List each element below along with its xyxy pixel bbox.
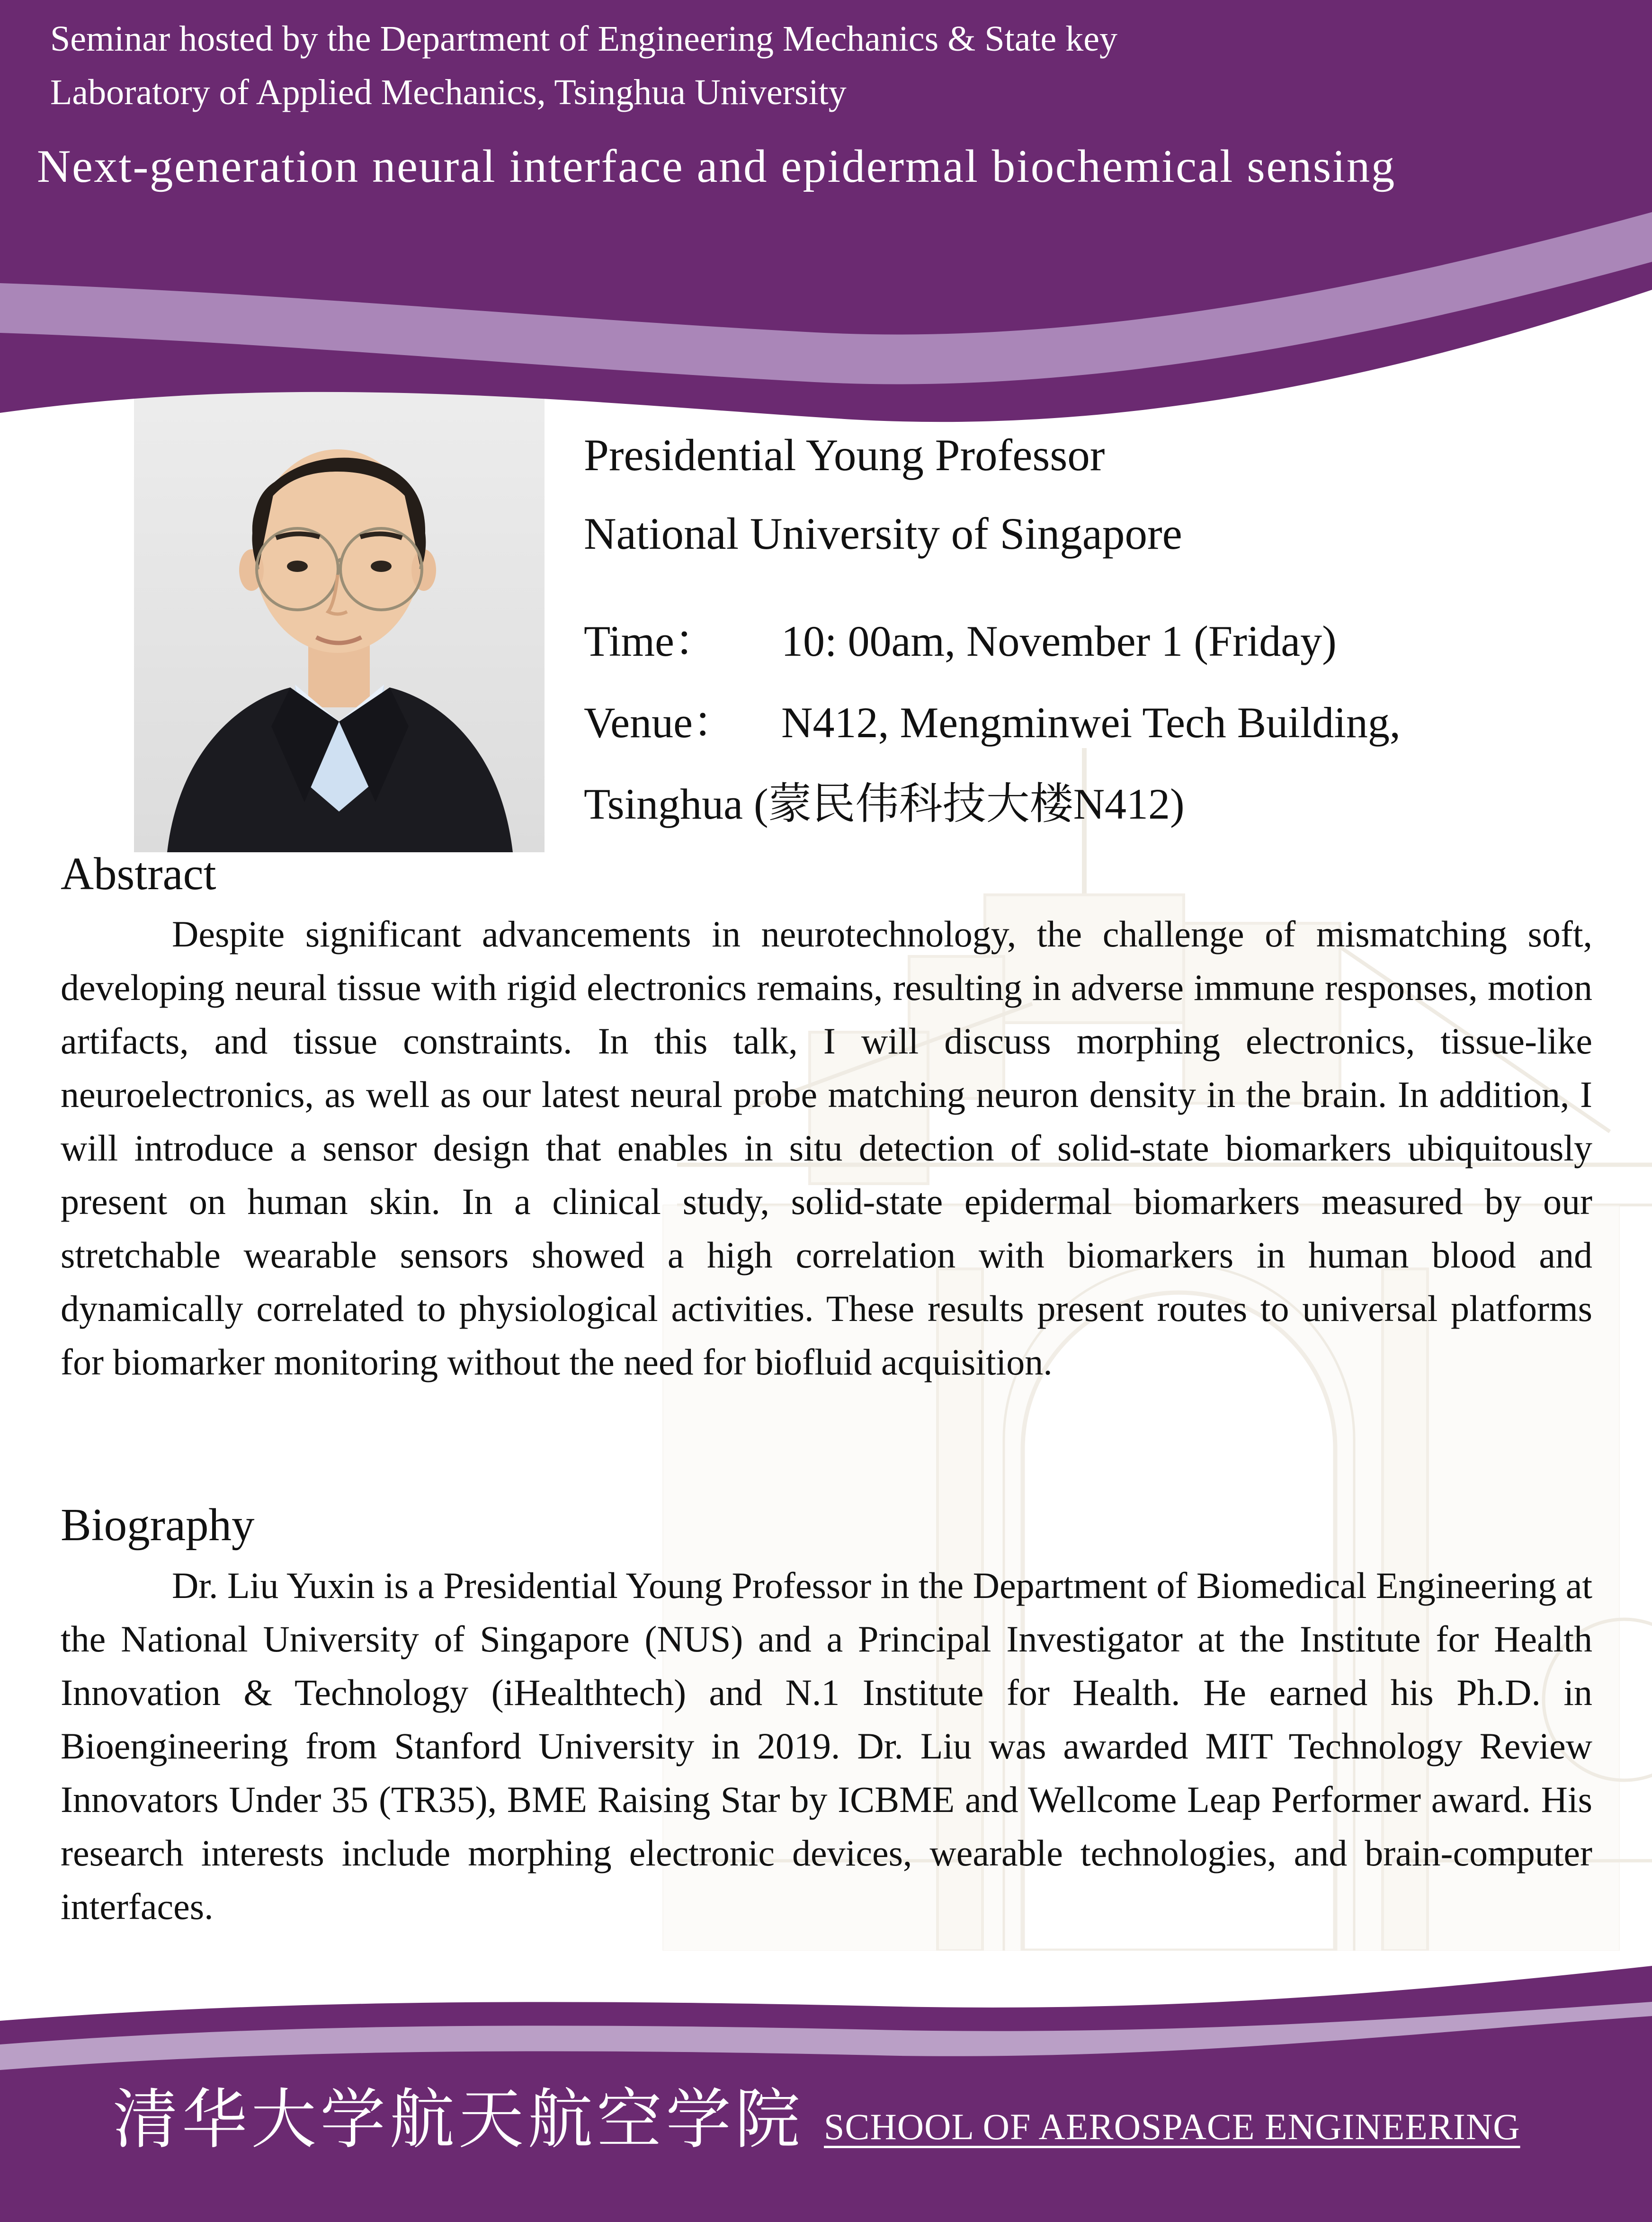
speaker-position: Presidential Young Professor xyxy=(584,430,1105,480)
biography-paragraph: Dr. Liu Yuxin is a Presidential Young Professor in the Department of Biomedical Engineering at the National University of Singapore (NUS) and a Principal Investigator at the Institute for Health Innovation & Technology (iHealthtech) and N.1 Institute for Health. He earned his Ph.D. in Bioengineering from Stanford University in 2019. Dr. Liu was awarded MIT Technology Review Innovators Under 35 (TR35), BME Raising Star by ICBME and Wellcome Leap Performer award. His research interests include morphing electronic devices, wearable technologies, and brain-computer interfaces. xyxy=(61,1565,1592,1927)
school-name-english: SCHOOL OF AEROSPACE ENGINEERING xyxy=(824,2106,1520,2147)
venue-row-continued xyxy=(584,763,1401,845)
footer-wave-graphic xyxy=(0,1918,1652,2222)
school-name-chinese: 清华大学航天航空学院 xyxy=(113,2081,804,2158)
venue-value-line2: Tsinghua (蒙民伟科技大楼N412) xyxy=(584,780,1185,828)
venue-row xyxy=(584,682,1401,763)
footer-school-name xyxy=(113,2082,1520,2158)
venue-label: Venue： xyxy=(584,698,736,747)
hosting-department xyxy=(50,12,1117,119)
schedule-block xyxy=(584,600,1401,845)
speaker-affiliation: National University of Singapore xyxy=(584,509,1182,559)
abstract-heading: Abstract xyxy=(61,848,216,899)
abstract-paragraph: Despite significant advancements in neurotechnology, the challenge of mismatching soft, developing neural tissue with rigid electronics remains, resulting in adverse immune responses, motion artifacts, and tissue constraints. In this talk, I will discuss morphing electronics, tissue-like neuroelectronics, as well as our latest neural probe matching neuron density in the brain. In addition, I will introduce a sensor design that enables in situ detection of solid-state biomarkers ubiquitously present on human skin. In a clinical study, solid-state epidermal biomarkers measured by our stretchable wearable sensors showed a high correlation with biomarkers in human blood and dynamically correlated to physiological activities. These results present routes to universal platforms for biomarker monitoring without the need for biofluid acquisition. xyxy=(61,913,1592,1383)
time-value: 10: 00am, November 1 (Friday) xyxy=(781,617,1337,665)
biography-heading: Biography xyxy=(61,1499,255,1550)
hosting-department-line2: Laboratory of Applied Mechanics, Tsinghua University xyxy=(50,72,847,112)
venue-value-line1: N412, Mengminwei Tech Building, xyxy=(781,698,1401,747)
time-label: Time： xyxy=(584,617,718,665)
hosting-department-line1: Seminar hosted by the Department of Engineering Mechanics & State key xyxy=(50,19,1118,59)
seminar-title: Next-generation neural interface and epidermal biochemical sensing xyxy=(37,141,1396,192)
time-row xyxy=(584,600,1401,682)
